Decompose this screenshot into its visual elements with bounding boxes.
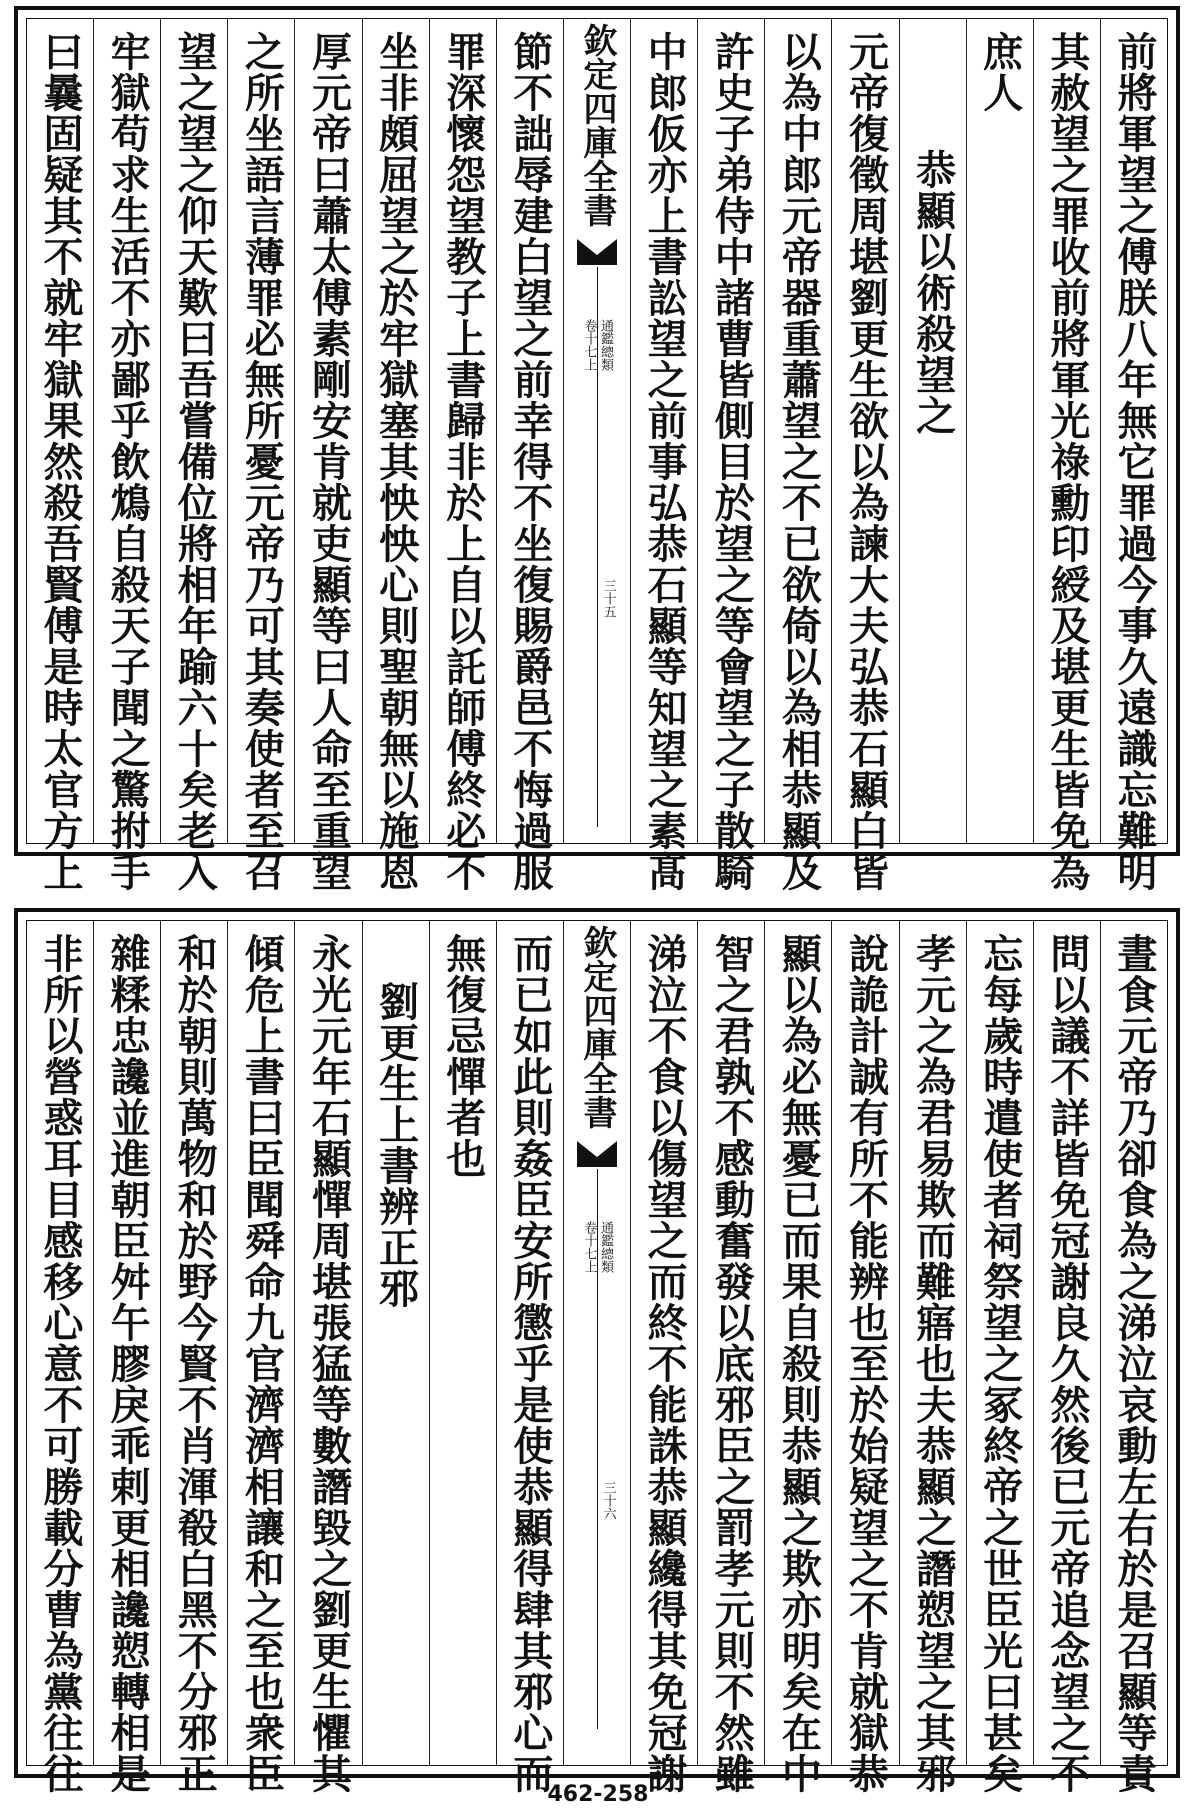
lower-text-column	[630, 921, 697, 1794]
column-text: 傾危上書曰臣聞舜命九官濟濟相讓和之至也衆臣	[238, 933, 286, 1794]
lower-text-column	[899, 921, 966, 1794]
upper-text-column	[899, 19, 966, 843]
upper-text-column	[831, 19, 898, 892]
lower-text-column	[496, 921, 563, 1794]
upper-text-column	[630, 19, 697, 892]
lower-text-column	[27, 921, 93, 1794]
column-text: 雜糅忠讒並進朝臣舛午膠戾乖剌更相讒愬轉相是	[104, 933, 152, 1794]
column-text: 前將軍望之傅朕八年無它罪過今事久遠識忘難明	[1110, 31, 1158, 892]
column-text: 元帝復徵周堪劉更生欲以為諫大夫弘恭石顯白皆	[842, 31, 890, 892]
upper-text-column	[227, 19, 294, 892]
upper-text-column	[362, 19, 429, 892]
column-text: 望之望之仰天歎曰吾嘗備位將相年踰六十矣老入	[171, 31, 219, 892]
upper-text-column	[764, 19, 831, 892]
upper-text-column	[496, 19, 563, 892]
leaf-number: 三十五	[600, 579, 616, 618]
lower-page	[14, 908, 1180, 1794]
column-text: 非所以營惑耳目感移心意不可勝載分曹為黨往往	[36, 933, 84, 1794]
column-text: 恭顯以術殺望之	[909, 149, 957, 436]
lower-text-column	[831, 921, 898, 1794]
column-text: 牢獄苟求生活不亦鄙乎飲鴆自殺天子聞之驚拊手	[104, 31, 152, 892]
upper-text-column	[1100, 19, 1167, 892]
column-text: 之所坐語言薄罪必無所憂元帝乃可其奏使者至召	[238, 31, 286, 892]
lower-text-column	[764, 921, 831, 1794]
column-text: 和於朝則萬物和於野今賢不肖渾殽白黑不分邪正	[171, 933, 219, 1794]
column-text: 晝食元帝乃卻食為之涕泣哀動左右於是召顯等責	[1110, 933, 1158, 1794]
lower-text-column	[966, 921, 1033, 1794]
upper-page	[14, 6, 1180, 892]
column-text: 忘每歲時遣使者祠祭望之冢終帝之世臣光曰甚矣	[976, 933, 1024, 1794]
column-text: 坐非頗屈望之於牢獄塞其怏怏心則聖朝無以施恩	[372, 31, 420, 892]
lower-text-column	[1100, 921, 1167, 1794]
column-text: 庶人	[976, 31, 1024, 113]
column-text: 而已如此則姦臣安所懲乎是使恭顯得肆其邪心而	[506, 933, 554, 1794]
column-text: 無復忌憚者也	[439, 933, 487, 1179]
lower-text-column	[227, 921, 294, 1794]
upper-center-gutter	[563, 19, 630, 843]
upper-text-column	[1033, 19, 1100, 892]
column-text: 其赦望之罪收前將軍光祿勳印綬及堪更生皆免為	[1043, 31, 1091, 892]
book-title: 欽定四庫全書	[576, 925, 617, 1129]
lower-text-column	[362, 921, 429, 1765]
upper-text-column	[966, 19, 1033, 843]
column-text: 曰曩固疑其不就牢獄果然殺吾賢傅是時太官方上	[36, 31, 84, 892]
collection-label: 通鑑總類	[598, 319, 613, 371]
column-text: 顯以為必無憂已而果自殺則恭顯之欺亦明矣在中	[775, 933, 823, 1794]
column-text: 節不詘辱建白望之前幸得不坐復賜爵邑不悔過服	[506, 31, 554, 892]
upper-text-column	[429, 19, 496, 892]
column-text: 許史子弟侍中諸曹皆側目於望之等會望之子散騎	[708, 31, 756, 892]
column-text: 智之君孰不感動奮發以底邪臣之罰孝元則不然雖	[708, 933, 756, 1794]
lower-text-column	[294, 921, 361, 1794]
upper-page-frame	[26, 18, 1168, 892]
collection-label: 通鑑總類	[598, 1221, 613, 1273]
lower-text-column	[429, 921, 496, 1765]
volume-label: 卷十七上	[581, 1221, 597, 1273]
leaf-number: 三十六	[600, 1481, 616, 1520]
upper-text-column	[27, 19, 93, 892]
lower-page-frame	[26, 920, 1168, 1794]
column-text: 劉更生上書辨正邪	[372, 981, 420, 1309]
upper-text-column	[160, 19, 227, 892]
column-text: 中郎仮亦上書訟望之前事弘恭石顯等知望之素髙	[641, 31, 689, 892]
column-text: 孝元之為君易欺而難寤也夫恭顯之譖愬望之其邪	[909, 933, 957, 1794]
lower-text-column	[697, 921, 764, 1794]
column-text: 以為中郎元帝器重蕭望之不已欲倚以為相恭顯及	[775, 31, 823, 892]
column-text: 永光元年石顯憚周堪張猛等數譖毀之劉更生懼其	[305, 933, 353, 1794]
fishtail-mark-icon	[575, 237, 619, 267]
column-text: 問以議不詳皆免冠謝良久然後已元帝追念望之不	[1043, 933, 1091, 1794]
upper-text-column	[294, 19, 361, 892]
lower-text-column	[93, 921, 160, 1794]
upper-text-column	[697, 19, 764, 892]
lower-text-column	[160, 921, 227, 1794]
lower-center-gutter	[563, 921, 630, 1765]
lower-text-column	[1033, 921, 1100, 1794]
column-text: 涕泣不食以傷望之而終不能誅恭顯纔得其免冠謝	[641, 933, 689, 1794]
page-footer-number: 462-258	[547, 1782, 649, 1807]
lower-text-columns	[27, 921, 1167, 1794]
upper-text-columns	[27, 19, 1167, 892]
fishtail-mark-icon	[575, 1139, 619, 1169]
column-text: 厚元帝曰蕭太傅素剛安肯就吏顯等曰人命至重望	[305, 31, 353, 892]
book-title: 欽定四庫全書	[576, 23, 617, 227]
column-text: 罪深懷怨望教子上書歸非於上自以託師傅終必不	[439, 31, 487, 892]
volume-label: 卷十七上	[581, 319, 597, 371]
upper-text-column	[93, 19, 160, 892]
column-text: 說詭計誠有所不能辨也至於始疑望之不肯就獄恭	[842, 933, 890, 1794]
